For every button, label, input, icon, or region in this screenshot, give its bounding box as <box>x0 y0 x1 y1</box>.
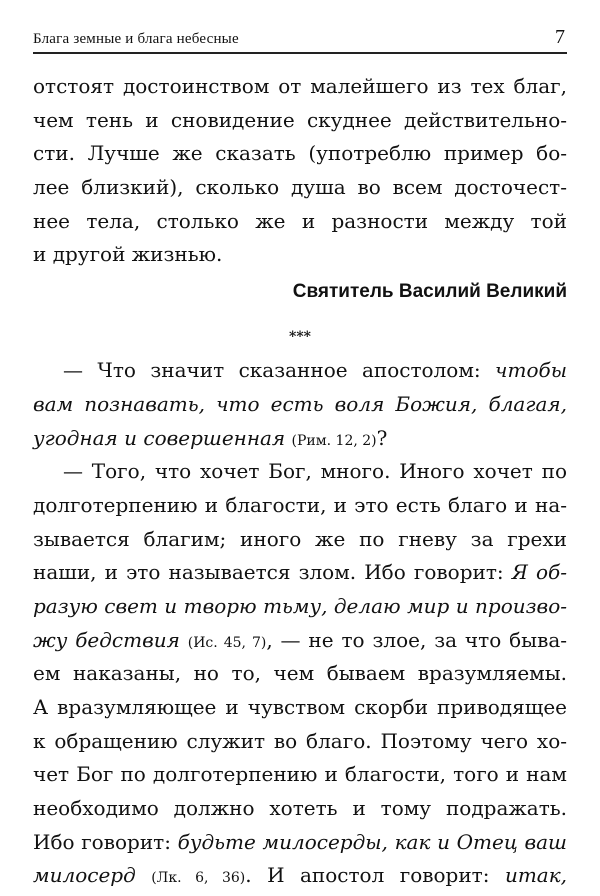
text-line: долготерпению и благости, и это есть благо и на- <box>33 492 567 517</box>
line-segment: . И апостол говорит: <box>245 863 490 888</box>
scripture-quote: итак, <box>504 863 568 888</box>
text-line: — Того, что хочет Бог, много. Иного хочет по <box>63 459 567 484</box>
scripture-quote: чтобы <box>495 358 567 383</box>
text-line: необходимо должно хотеть и тому подражать. <box>33 796 567 821</box>
text-line <box>33 422 567 456</box>
text-line: сти. Лучше же сказать (употреблю пример бо- <box>33 141 567 166</box>
text-line <box>33 624 567 658</box>
attribution: Святитель Василий Великий <box>292 281 567 303</box>
scripture-quote: разую свет и творю тьму, делаю мир и произво- <box>33 593 567 618</box>
page-body <box>33 70 567 893</box>
running-header <box>33 22 567 54</box>
running-title: Блага земные и блага небесные <box>33 31 239 47</box>
text-line: отстоят достоинством от малейшего из тех благ, <box>33 74 567 98</box>
line-segment: — Что значит сказанное апостолом: <box>63 358 481 383</box>
text-line <box>33 859 567 893</box>
scripture-quote: вам познавать, что есть воля Божия, благая, <box>33 391 567 416</box>
text-line: лее близкий), сколько душа во всем досточест- <box>33 175 567 200</box>
text-line <box>33 354 567 388</box>
text-line: чет Бог по долготерпению и благости, того и нам <box>33 762 567 787</box>
text-line: ем наказаны, но то, чем бываем вразумляемы. <box>33 661 567 686</box>
scripture-quote: будьте милосерды, как и Отец ваш <box>177 829 568 854</box>
scripture-quote: угодная и совершенная <box>33 425 286 450</box>
line-segment: наши, и это называется злом. Ибо говорит: <box>33 560 504 585</box>
text-line <box>33 826 567 860</box>
text-line: и другой жизнью. <box>33 242 223 267</box>
scripture-quote: милосерд <box>33 863 136 888</box>
scripture-reference: (Ис. 45, 7) <box>187 634 267 651</box>
text-line <box>33 388 567 422</box>
line-segment: ? <box>376 425 388 450</box>
text-line: к обращению служит во благо. Поэтому чего хо- <box>33 728 567 753</box>
line-segment: , — не то злое, за что бывa- <box>266 627 568 652</box>
text-line: чем тень и сновидение скуднее действительно- <box>33 107 567 132</box>
section-separator: *** <box>289 329 311 346</box>
page-number: 7 <box>555 26 565 48</box>
scripture-reference: (Рим. 12, 2) <box>291 432 377 449</box>
text-line: зывается благим; иного же по гневу за грехи <box>33 526 567 551</box>
text-line: А вразумляющее и чувством скорби приводящее <box>33 695 567 719</box>
scripture-quote: Я об- <box>511 560 567 585</box>
text-line <box>33 556 567 590</box>
scripture-reference: (Лк. 6, 36) <box>151 870 246 887</box>
text-line: нее тела, столько же и разности между той <box>33 208 567 233</box>
line-segment: Ибо говорит: <box>33 829 171 854</box>
scripture-quote: жу бедствия <box>33 627 180 652</box>
text-line <box>33 590 567 624</box>
